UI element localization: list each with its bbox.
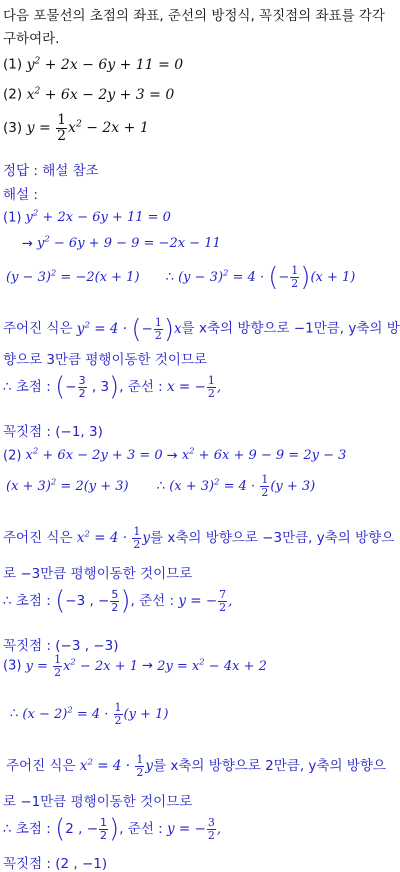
solution-3-line-1: (3) y = $\frac{1}{2}$ $x^2 - 2x + 1 \to 2y = x^2 - 4x + 2$ bbox=[3, 653, 267, 679]
problem-2 bbox=[3, 86, 174, 103]
problem-2-label: (2) bbox=[3, 86, 23, 103]
solution-2-focus-line: ∴ 초점 : (−3 , − $\frac{5}{2}$ ), 준선 : y = − $\frac{7}{2}$ , bbox=[3, 586, 233, 616]
solution-1-line-3: $(y - 3)^2 = -2(x + 1)$ ∴ $(y - 3)^2 = 4$ · (− $\frac{1}{2}$ )(x + 1) bbox=[6, 262, 356, 292]
solution-3-line-3: 주어진 식은 $x^2 = 4$ · $\frac{1}{2}$ y를 x축의 방향으로 2만큼, y축의 방향으 bbox=[6, 753, 386, 779]
solution-2-line-1: (2) $x^2 + 6x - 2y + 3 = 0 \to x^2 + 6x + 9 - 9 = 2y - 3$ bbox=[3, 446, 347, 464]
solution-2-vertex: 꼭짓점 : (−3 , −3) bbox=[3, 638, 119, 654]
solution-3-line-4: 로 −1만큼 평행이동한 것이므로 bbox=[3, 794, 193, 810]
problem-3: (3) y = $\frac{1}{2}$ $x^2 - 2x + 1$ bbox=[3, 112, 149, 144]
solution-1-line-1: (1) $y^2 + 2x - 6y + 11 = 0$ bbox=[3, 208, 171, 226]
solution-2-line-4: 로 −3만큼 평행이동한 것이므로 bbox=[3, 566, 193, 582]
solution-3-focus-line: ∴ 초점 : (2 , − $\frac{1}{2}$ ), 준선 : y = − $\frac{3}{2}$ , bbox=[3, 814, 222, 844]
solution-1-vertex: 꼭짓점 : (−1, 3) bbox=[3, 424, 103, 440]
solution-1-line-5: 향으로 3만큼 평행이동한 것이므로 bbox=[3, 352, 208, 368]
problem-1-equation: $y^2 + 2x - 6y + 11 = 0$ bbox=[26, 56, 184, 73]
solution-2-line-3: 주어진 식은 $x^2 = 4$ · $\frac{1}{2}$ y를 x축의 방향으로 −3만큼, y축의 방향으 bbox=[3, 525, 395, 551]
solution-1-line-4: 주어진 식은 $y^2 = 4$ · (− $\frac{1}{2}$ )x를 x축의 방향으로 −1만큼, y축의 방 bbox=[3, 314, 400, 344]
solution-3-vertex: 꼭짓점 : (2 , −1) bbox=[3, 856, 108, 872]
question-line-1: 다음 포물선의 초점의 좌표, 준선의 방정식, 꼭짓점의 좌표를 각각 bbox=[3, 8, 385, 24]
problem-3-label: (3) bbox=[3, 120, 23, 137]
solution-1-line-2: → $y^2 - 6y + 9 - 9 = -2x - 11$ bbox=[22, 234, 221, 252]
solution-1-focus-line: ∴ 초점 : (− $\frac{3}{2}$ , 3), 준선 : x = − $\frac{1}{2}$ , bbox=[3, 372, 222, 402]
solution-3-line-2: ∴ $(x - 2)^2 = 4$ · $\frac{1}{2}$ (y + 1) bbox=[10, 701, 169, 727]
problem-2-equation: $x^2 + 6x - 2y + 3 = 0$ bbox=[26, 86, 175, 103]
answer-line: 정답 : 해설 참조 bbox=[3, 163, 99, 179]
problem-1 bbox=[3, 56, 183, 73]
question-line-2: 구하여라. bbox=[3, 31, 60, 47]
problem-1-label: (1) bbox=[3, 56, 23, 73]
solution-2-line-2: $(x + 3)^2 = 2(y + 3)$ ∴ $(x + 3)^2 = 4$ · $\frac{1}{2}$ (y + 3) bbox=[6, 473, 316, 499]
explanation-heading: 해설 : bbox=[3, 187, 38, 203]
